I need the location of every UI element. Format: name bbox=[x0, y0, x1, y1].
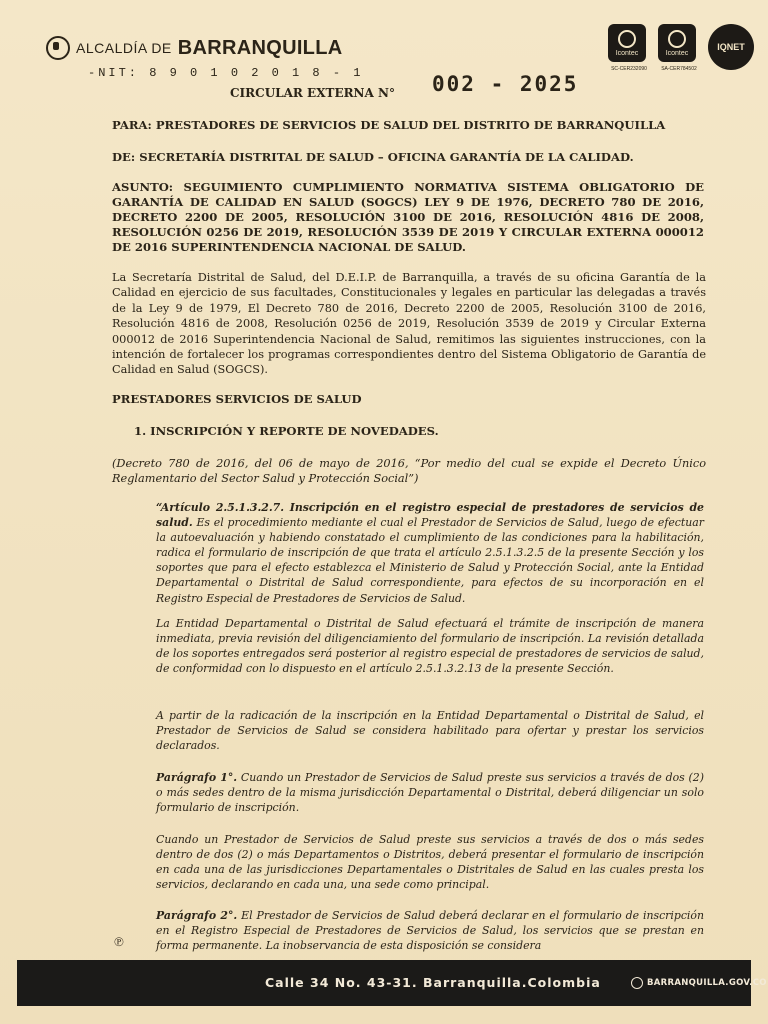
circular-label: CIRCULAR EXTERNA N° bbox=[230, 86, 395, 100]
alcaldia-logo bbox=[46, 36, 342, 60]
handwritten-mark-icon: ℗ bbox=[114, 935, 124, 950]
cert-label: Icontec bbox=[665, 49, 689, 57]
circular-number: 002 - 2025 bbox=[432, 72, 579, 96]
logo-prefix: ALCALDÍA DE bbox=[76, 40, 172, 56]
para-heading: PARA: PRESTADORES DE SERVICIOS DE SALUD DEL DISTRITO DE BARRANQUILLA bbox=[112, 118, 666, 132]
section-heading: PRESTADORES SERVICIOS DE SALUD bbox=[112, 392, 362, 406]
de-heading: DE: SECRETARÍA DISTRITAL DE SALUD – OFICINA GARANTÍA DE LA CALIDAD. bbox=[112, 150, 634, 164]
cert-caption: SC-CER232090 bbox=[611, 66, 647, 72]
paragrafo-1-title: Parágrafo 1°. bbox=[156, 771, 238, 784]
website-text: BARRANQUILLA.GOV.CO bbox=[647, 978, 767, 988]
article-paragraph bbox=[156, 500, 704, 606]
quote-paragraph-5: Cuando un Prestador de Servicios de Salud preste sus servicios a través de dos o más sedes dentro de dos (2) o más Departamentos o Distritos, deberá presentar el formulario de inscripción en cada una de las jurisdicciones Departamentales o Distritales de Salud en las cuales presta los servicios, declarando en cada una, una sede como principal. bbox=[156, 833, 704, 892]
footer-website bbox=[631, 977, 767, 989]
certification-logos bbox=[608, 24, 754, 72]
quote-paragraph-2: La Entidad Departamental o Distrital de Salud efectuará el trámite de inscripción de manera inmediata, previa revisión del diligenciamiento del formulario de inscripción. La revisión detallada de los soportes entregados será posterior al registro especial de prestadores de servicios de salud, de conformidad con lo dispuesto en el artículo 2.5.1.3.2.13 de la presente Sección. bbox=[156, 617, 704, 676]
item-1-heading: 1. INSCRIPCIÓN Y REPORTE DE NOVEDADES. bbox=[134, 424, 439, 438]
decreto-reference: (Decreto 780 de 2016, del 06 de mayo de 2016, “Por medio del cual se expide el Decreto Único Reglamentario del Sector Salud y Protección Social”) bbox=[112, 457, 706, 486]
paragrafo-1-body: Cuando un Prestador de Servicios de Salud preste sus servicios a través de dos (2) o más sedes dentro de la misma jurisdicción Departamental o Distrital, deberá diligenciar un solo formulario de inscripción. bbox=[156, 771, 704, 815]
article-body: Es el procedimiento mediante el cual el Prestador de Servicios de Salud, luego de efectuar la autoevaluación y habiendo constatado el cumplimiento de las condiciones para la habilitación, radica el formulario de inscripción de que trata el artículo 2.5.1.3.2.5 de la presente Sección y los soportes que para el efecto establezca el Ministerio de Salud y Protección Social, ante la Entidad Departamental o Distrital de Salud correspondiente, para efectos de su incorporación en el Registro Especial de Prestadores de Servicios de Salud. bbox=[156, 516, 704, 605]
paragrafo-2-body: El Prestador de Servicios de Salud deberá declarar en el formulario de inscripción en el Registro Especial de Prestadores de Servicios de Salud, los servicios que se prestan en forma permanente. La inobservancia de esta disposición se considera bbox=[156, 909, 704, 953]
paragrafo-2 bbox=[156, 908, 704, 953]
logo-brand: BARRANQUILLA bbox=[177, 36, 343, 59]
asunto-heading: ASUNTO: SEGUIMIENTO CUMPLIMIENTO NORMATIVA SISTEMA OBLIGATORIO DE GARANTÍA DE CALIDAD EN SALUD (SOGCS) LEY 9 DE 1976, DECRETO 780 DE 2016, DECRETO 2200 DE 2005, RESOLUCIÓN 3100 DE 2016, RESOLUCIÓN 4816 DE 2008, RESOLUCIÓN 0256 DE 2019, RESOLUCIÓN 3539 DE 2019 Y CIRCULAR EXTERNA 000012 DE 2016 SUPERINTENDENCIA NACIONAL DE SALUD. bbox=[112, 180, 704, 254]
crest-icon bbox=[46, 36, 70, 60]
iqnet-logo-icon: IQNET bbox=[708, 24, 754, 70]
footer-address: Calle 34 No. 43-31. Barranquilla.Colombia bbox=[265, 975, 601, 990]
cert-block-1 bbox=[608, 24, 650, 72]
icontec-logo-icon bbox=[608, 24, 646, 62]
icontec-logo-icon bbox=[658, 24, 696, 62]
article-title: “Artículo 2.5.1.3.2.7. Inscripción en el registro especial de prestadores de servicios de salud. bbox=[156, 501, 704, 530]
cert-label: Icontec bbox=[615, 49, 639, 57]
paragrafo-1 bbox=[156, 770, 704, 815]
footer-bar bbox=[17, 960, 767, 1006]
intro-paragraph: La Secretaría Distrital de Salud, del D.E.I.P. de Barranquilla, a través de su oficina Garantía de la Calidad en ejercicio de sus facultades, Constitucionales y legales en particular las delegadas a través de la Ley 9 de 1979, El Decreto 780 de 2016, Decreto 2200 de 2005, Resolución 3100 de 2016, Resolución 4816 de 2008, Resolución 0256 de 2019, Resolución 3539 de 2019 y Circular Externa 000012 de 2016 Superintendencia Nacional de Salud, remitimos las siguientes instrucciones, con la intención de fortalecer los programas correspondientes dentro del Sistema Obligatorio de Garantía de Calidad en Salud (SOGCS). bbox=[112, 271, 706, 377]
quote-paragraph-3: A partir de la radicación de la inscripción en la Entidad Departamental o Distrital de Salud, el Prestador de Servicios de Salud se considera habilitado para ofertar y prestar los servicios declarados. bbox=[156, 709, 704, 753]
cert-block-2 bbox=[658, 24, 700, 72]
globe-icon bbox=[631, 977, 643, 989]
nit-number: -NIT: 8 9 0 1 0 2 0 1 8 - 1 bbox=[88, 66, 364, 80]
cert-caption: SA-CER784502 bbox=[661, 66, 697, 72]
paragrafo-2-title: Parágrafo 2°. bbox=[156, 909, 238, 922]
